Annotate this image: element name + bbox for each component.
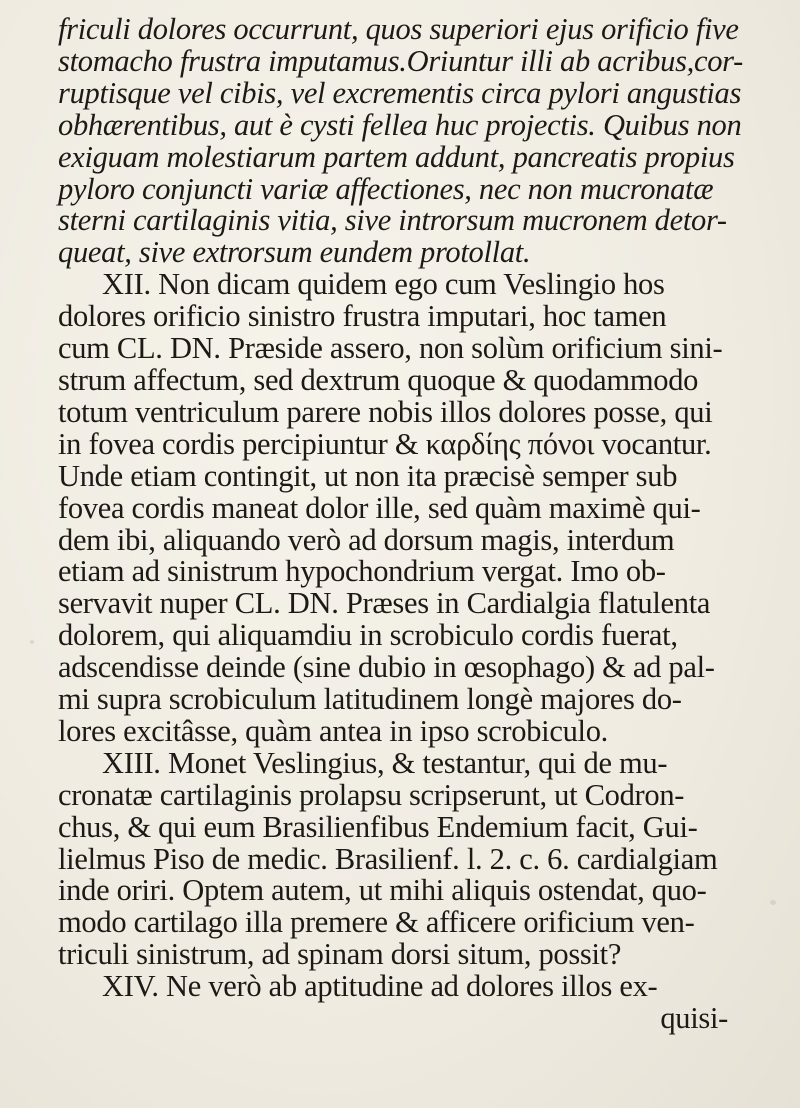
- text-line: totum ventriculum parere nobis illos dolores posse, qui: [58, 394, 713, 429]
- text-line: cum CL. DN. Præside assero, non solùm orificium sini-: [58, 331, 723, 366]
- text-line: pyloro conjuncti variæ affectiones, nec non mucronatæ: [58, 171, 714, 206]
- text-line: in fovea cordis percipiuntur & καρδίης πόνοι vocantur.: [58, 426, 712, 461]
- text-line: servavit nuper CL. DN. Præses in Cardialgia flatulenta: [58, 586, 711, 621]
- text-line: fovea cordis maneat dolor ille, sed quàm maximè qui-: [58, 490, 701, 525]
- text-line: triculi sinistrum, ad spinam dorsi situm, possit?: [58, 937, 622, 972]
- text-line: modo cartilago illa premere & afficere orificium ven-: [58, 905, 695, 940]
- text-line: strum affectum, sed dextrum quoque & quodammodo: [58, 362, 699, 397]
- section-heading-xiv: XIV. Ne verò ab aptitudine ad dolores illos ex-: [102, 969, 658, 1004]
- section-heading-xiii: XIII. Monet Veslingius, & testantur, qui de mu-: [102, 745, 668, 780]
- text-line: dem ibi, aliquando verò ad dorsum magis, interdum: [58, 522, 675, 557]
- section-heading-xii: XII. Non dicam quidem ego cum Veslingio hos: [102, 267, 665, 302]
- text-line: queat, sive extrorsum eundem protollat.: [58, 235, 531, 270]
- text-line: adscendisse deinde (sine dubio in œsophago) & ad pal-: [58, 650, 715, 685]
- text-line: exiguam molestiarum partem addunt, pancreatis propius: [58, 139, 735, 174]
- text-line: chus, & qui eum Brasilienfibus Endemium facit, Gui-: [58, 809, 698, 844]
- paper-speck: [770, 900, 776, 905]
- text-line: obhærentibus, aut è cysti fellea huc projectis. Quibus non: [58, 107, 742, 142]
- catchword: quisi-: [660, 1001, 728, 1036]
- text-line: Unde etiam contingit, ut non ita præcisè semper sub: [58, 458, 678, 493]
- text-line: lores excitâsse, quàm antea in ipso scrobiculo.: [58, 713, 608, 748]
- text-line: cronatæ cartilaginis prolapsu scripserunt, ut Codron-: [58, 777, 685, 812]
- page-text: [58, 14, 758, 1035]
- paper-speck: [30, 640, 34, 644]
- text-line: dolorem, qui aliquamdiu in scrobiculo cordis fuerat,: [58, 618, 678, 653]
- text-line: friculi dolores occurrunt, quos superiori ejus orificio five: [58, 12, 739, 46]
- text-line: lielmus Piso de medic. Brasilienf. l. 2. c. 6. cardialgiam: [58, 841, 718, 876]
- text-line: ruptisque vel cibis, vel excrementis circa pylori angustias: [58, 75, 742, 110]
- text-line: stomacho frustra imputamus.Oriuntur illi ab acribus,cor-: [58, 43, 743, 78]
- text-line: etiam ad sinistrum hypochondrium vergat. Imo ob-: [58, 554, 666, 589]
- text-line: inde oriri. Optem autem, ut mihi aliquis ostendat, quo-: [58, 873, 707, 908]
- text-line: mi supra scrobiculum latitudinem longè majores do-: [58, 682, 682, 717]
- text-line: dolores orificio sinistro frustra imputari, hoc tamen: [58, 299, 667, 334]
- text-line: sterni cartilaginis vitia, sive introrsum mucronem detor-: [58, 203, 727, 238]
